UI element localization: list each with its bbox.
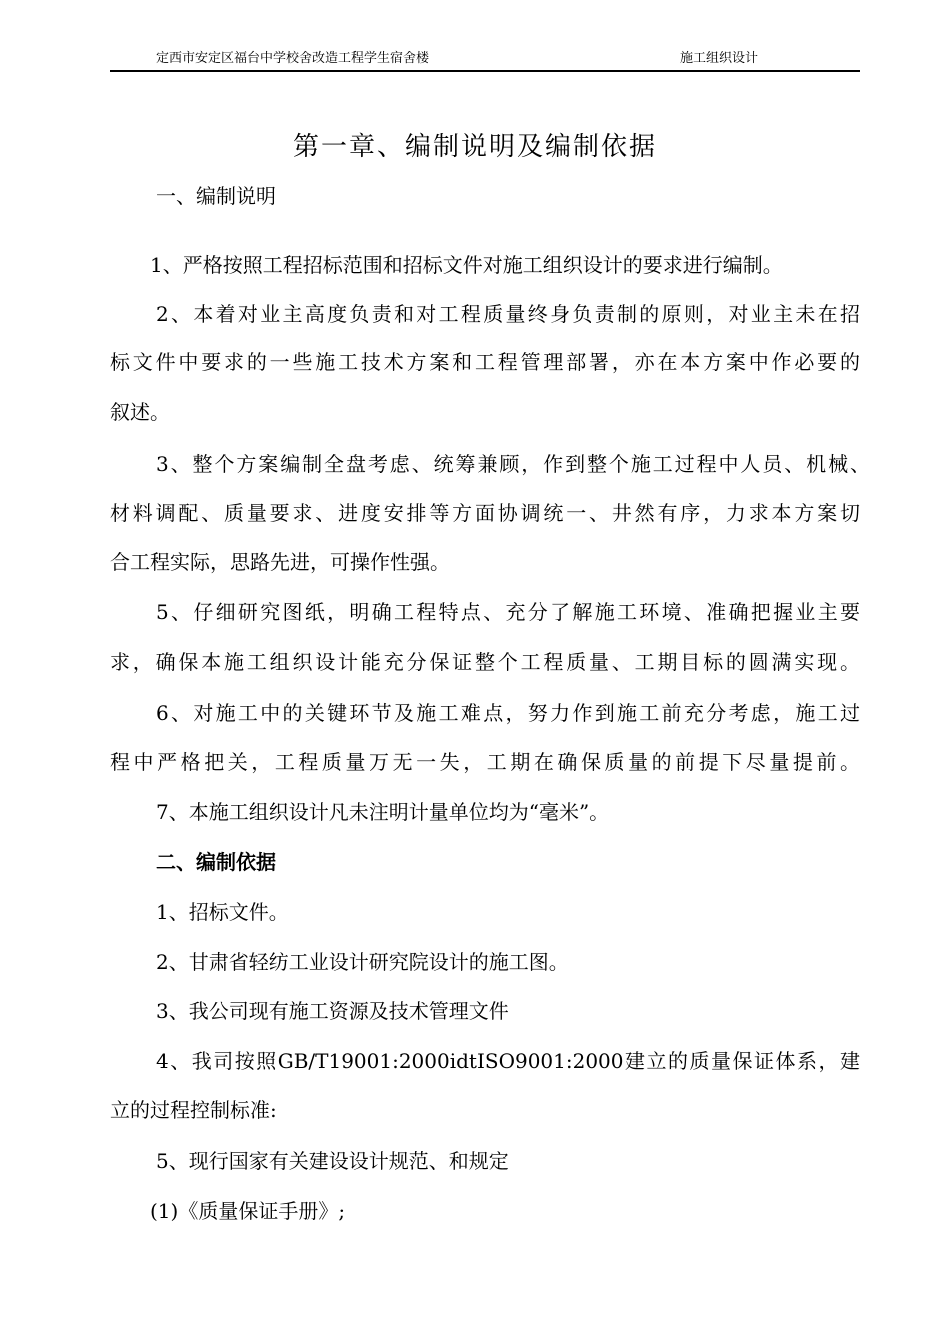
paragraph-5-line-1: 5、仔细研究图纸，明确工程特点、充分了解施工环境、准确把握业主要 bbox=[156, 600, 860, 624]
section-heading-compilation-notes: 一、编制说明 bbox=[156, 184, 276, 208]
paragraph-3-line-1: 3、整个方案编制全盘考虑、统筹兼顾，作到整个施工过程中人员、机械、 bbox=[156, 452, 870, 476]
paragraph-6-line-2: 程中严格把关，工程质量万无一失，工期在确保质量的前提下尽量提前。 bbox=[110, 750, 860, 774]
paragraph-3-line-2: 材料调配、质量要求、进度安排等方面协调统一、井然有序，力求本方案切 bbox=[110, 501, 860, 525]
paragraph-5-line-2: 求，确保本施工组织设计能充分保证整个工程质量、工期目标的圆满实现。 bbox=[110, 650, 860, 674]
basis-item-4-line-1: 4、我司按照GB/T19001:2000idtISO9001:2000建立的质量保证体系，建 bbox=[156, 1049, 860, 1073]
paragraph-7: 7、本施工组织设计凡未注明计量单位均为“毫米”。 bbox=[156, 800, 610, 824]
basis-item-3: 3、我公司现有施工资源及技术管理文件 bbox=[156, 999, 509, 1023]
basis-item-4-line-2: 立的过程控制标准: bbox=[110, 1098, 277, 1122]
basis-item-2: 2、甘肃省轻纺工业设计研究院设计的施工图。 bbox=[156, 950, 569, 974]
header-document-type: 施工组织设计 bbox=[680, 51, 759, 66]
paragraph-2-line-1: 2、本着对业主高度负责和对工程质量终身负责制的原则，对业主未在招 bbox=[156, 302, 860, 326]
paragraph-6-line-1: 6、对施工中的关键环节及施工难点，努力作到施工前充分考虑，施工过 bbox=[156, 701, 860, 725]
section-heading-compilation-basis: 二、编制依据 bbox=[156, 850, 276, 874]
basis-item-1: 1、招标文件。 bbox=[156, 900, 289, 924]
paragraph-3-line-3: 合工程实际，思路先进，可操作性强。 bbox=[110, 550, 450, 574]
page-header bbox=[110, 50, 860, 72]
paragraph-1: 1、严格按照工程招标范围和招标文件对施工组织设计的要求进行编制。 bbox=[150, 253, 783, 277]
basis-subitem-1: (1)《质量保证手册》; bbox=[150, 1199, 346, 1223]
header-project-name: 定西市安定区福台中学校舍改造工程学生宿舍楼 bbox=[156, 51, 430, 66]
basis-item-5: 5、现行国家有关建设设计规范、和规定 bbox=[156, 1149, 509, 1173]
chapter-title: 第一章、编制说明及编制依据 bbox=[292, 132, 657, 162]
paragraph-2-line-2: 标文件中要求的一些施工技术方案和工程管理部署，亦在本方案中作必要的 bbox=[110, 350, 860, 374]
paragraph-2-line-3: 叙述。 bbox=[110, 400, 170, 424]
